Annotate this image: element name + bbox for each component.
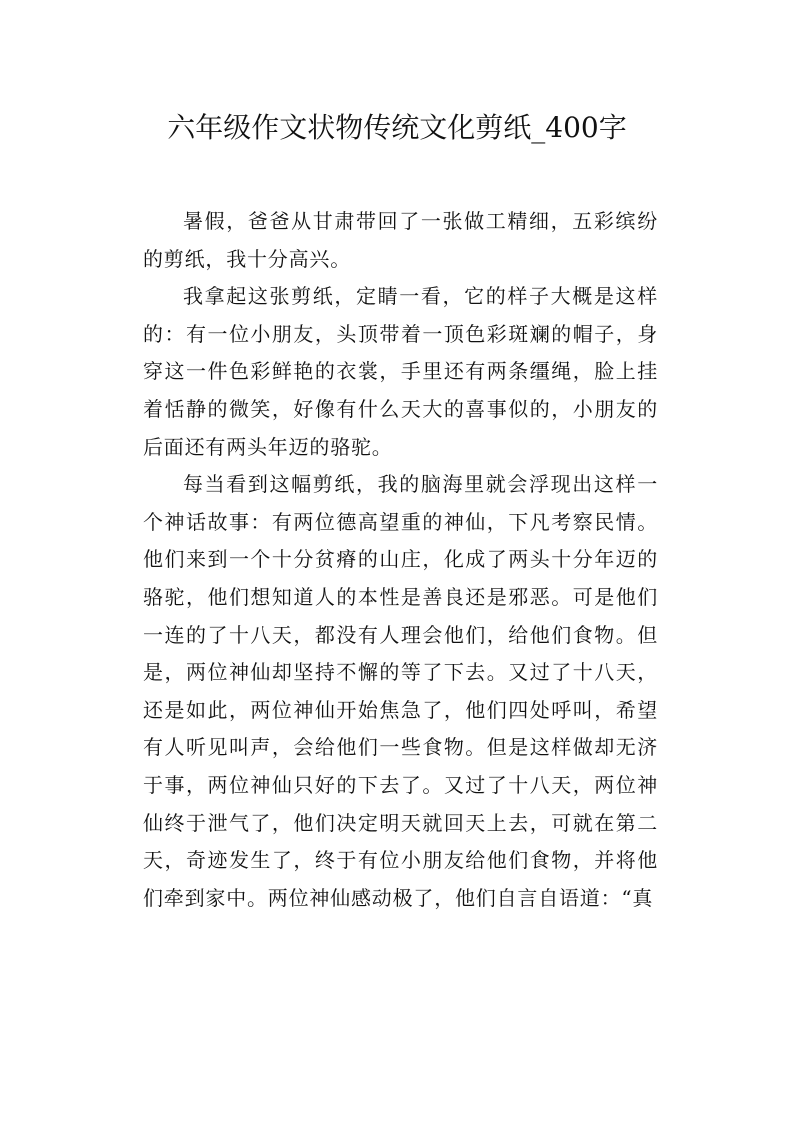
document-body	[143, 203, 658, 917]
document-title: 六年级作文状物传统文化剪纸_400字	[167, 111, 627, 144]
paragraph-2: 我拿起这张剪纸，定睛一看，它的样子大概是这样的：有一位小朋友，头顶带着一顶色彩斑斓的帽子，身穿这一件色彩鲜艳的衣裳，手里还有两条缰绳，脸上挂着恬静的微笑，好像有什么天大的喜事似的，小朋友的后面还有两头年迈的骆驼。	[143, 284, 658, 459]
paragraph-1: 暑假，爸爸从甘肃带回了一张做工精细，五彩缤纷的剪纸，我十分高兴。	[143, 209, 658, 271]
paragraph-3: 每当看到这幅剪纸，我的脑海里就会浮现出这样一个神话故事：有两位德高望重的神仙，下凡考察民情。他们来到一个十分贫瘠的山庄，化成了两头十分年迈的骆驼，他们想知道人的本性是善良还是邪恶。可是他们一连的了十八天，都没有人理会他们，给他们食物。但是，两位神仙却坚持不懈的等了下去。又过了十八天，还是如此，两位神仙开始焦急了，他们四处呼叫，希望有人听见叫声，会给他们一些食物。但是这样做却无济于事，两位神仙只好的下去了。又过了十八天，两位神仙终于泄气了，他们决定明天就回天上去，可就在第二天，奇迹发生了，终于有位小朋友给他们食物，并将他们牵到家中。两位神仙感动极了，他们自言自语道：“真	[143, 472, 658, 910]
